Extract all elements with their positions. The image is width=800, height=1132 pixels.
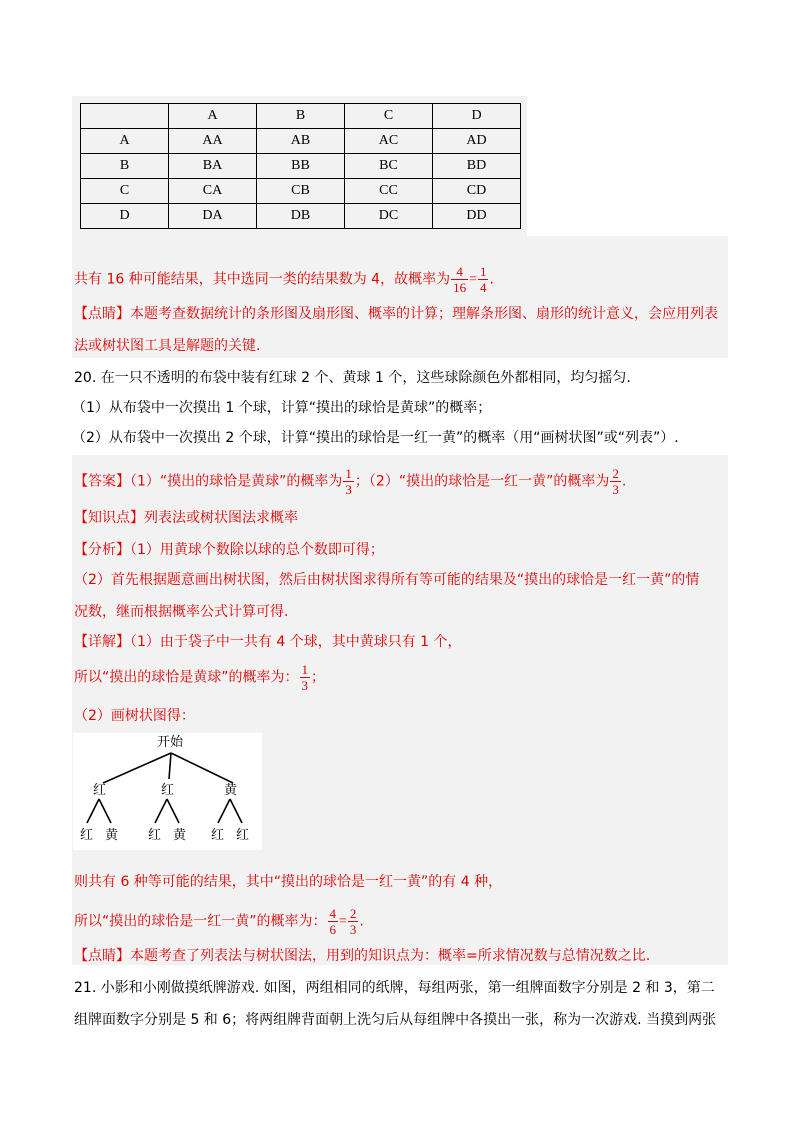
branch-root-red1 bbox=[103, 753, 171, 783]
fraction-1-3: $\frac{1}{3}$ bbox=[345, 466, 352, 497]
fraction-4-16: $\frac{4}{16}$ bbox=[453, 264, 467, 295]
table-cell: C bbox=[345, 104, 433, 129]
q20-analysis2: （2）首先根据题意画出树状图，然后由树状图求得所有等可能的结果及“摸出的球恰是一红一黄”的情 bbox=[74, 572, 700, 588]
tree-l1-1: 红 bbox=[161, 783, 175, 798]
table-cell: A bbox=[169, 104, 257, 129]
table-cell: D bbox=[81, 204, 169, 229]
table-cell: CB bbox=[257, 179, 345, 204]
tree-l2-4: 红 bbox=[211, 828, 225, 843]
branch-red1-red bbox=[87, 799, 99, 823]
table-cell: B bbox=[257, 104, 345, 129]
fraction-2-3-concl: $\frac{2}{3}$ bbox=[349, 906, 357, 937]
q20-stem: 20. 在一只不透明的布袋中装有红球 2 个、黄球 1 个，这些球除颜色外都相同，均匀摇匀. bbox=[74, 370, 631, 386]
tree-l2-2: 红 bbox=[148, 828, 162, 843]
table-cell: CD bbox=[433, 179, 521, 204]
table-cell: D bbox=[433, 104, 521, 129]
table-row bbox=[81, 179, 521, 204]
table-header-row bbox=[81, 104, 521, 129]
table-row bbox=[81, 129, 521, 154]
fraction-1-3-detail: $\frac{1}{3}$ bbox=[301, 662, 309, 693]
table-cell: A bbox=[81, 129, 169, 154]
q19-comment-line1: 【点睛】本题考查数据统计的条形图及扇形图、概率的计算；理解条形图、扇形的统计意义，会应用列表 bbox=[74, 306, 718, 322]
q21-line2: 组牌面数字分别是 5 和 6；将两组牌背面朝上洗匀后从每组牌中各摸出一张，称为一次游戏. 当摸到两张 bbox=[74, 1012, 717, 1028]
q20-detail3: （2）画树状图得： bbox=[74, 708, 195, 724]
table-row bbox=[81, 204, 521, 229]
q20-answer: 【答案】（1）“摸出的球恰是黄球”的概率为 $\frac{1}{3}$ ；（2）“摸出的球恰是一红一黄”的概率为 $\frac{2}{3}$ . bbox=[74, 466, 627, 497]
table-cell: DB bbox=[257, 204, 345, 229]
table-cell: CA bbox=[169, 179, 257, 204]
q20-analysis3: 况数，继而根据概率公式计算可得. bbox=[74, 604, 289, 620]
branch-red2-red bbox=[155, 799, 167, 823]
table-cell: AC bbox=[345, 129, 433, 154]
fraction-4-6: $\frac{4}{6}$ bbox=[329, 906, 337, 937]
table-cell: DA bbox=[169, 204, 257, 229]
q20-part2: （2）从布袋中一次摸出 2 个球，计算“摸出的球恰是一红一黄”的概率（用“画树状图”或“列表”）. bbox=[72, 430, 679, 446]
table-cell: DD bbox=[433, 204, 521, 229]
fraction-2-3: $\frac{2}{3}$ bbox=[612, 466, 619, 497]
q21-line1: 21. 小影和小刚做摸纸牌游戏. 如图，两组相同的纸牌，每组两张，第一组牌面数字分别是 2 和 3，第二 bbox=[74, 980, 715, 996]
tree-l1-2: 黄 bbox=[224, 783, 238, 798]
q19-result: 共有 16 种可能结果，其中选同一类的结果数为 4，故概率为 $\frac{4}{16}$ = $\frac{1}{4}$ . bbox=[74, 264, 494, 295]
q20-comment: 【点睛】本题考查了列表法与树状图法，用到的知识点为：概率=所求情况数与总情况数之比. bbox=[74, 948, 651, 964]
table-cell: CC bbox=[345, 179, 433, 204]
outcome-table bbox=[80, 103, 521, 229]
q20-detail2: 所以“摸出的球恰是黄球”的概率为： $\frac{1}{3}$ ； bbox=[74, 662, 326, 693]
table-cell: B bbox=[81, 154, 169, 179]
tree-diagram bbox=[73, 733, 262, 850]
tree-l2-3: 黄 bbox=[173, 828, 187, 843]
branch-red1-yellow bbox=[99, 799, 111, 823]
table-cell: DC bbox=[345, 204, 433, 229]
branch-yellow-red1 bbox=[218, 799, 230, 823]
table-cell: BB bbox=[257, 154, 345, 179]
tree-l2-0: 红 bbox=[80, 828, 94, 843]
table-cell: AA bbox=[169, 129, 257, 154]
q20-conclusion2: 所以“摸出的球恰是一红一黄”的概率为： $\frac{4}{6}$ = $\frac{2}{3}$ . bbox=[74, 906, 364, 937]
table-row bbox=[81, 154, 521, 179]
q20-knowledge: 【知识点】列表法或树状图法求概率 bbox=[74, 510, 298, 526]
tree-root: 开始 bbox=[157, 735, 184, 750]
branch-yellow-red2 bbox=[230, 799, 242, 823]
table-cell bbox=[81, 104, 169, 129]
q20-detail1: 【详解】（1）由于袋子中一共有 4 个球，其中黄球只有 1 个， bbox=[74, 634, 462, 650]
table-cell: C bbox=[81, 179, 169, 204]
tree-l1-0: 红 bbox=[93, 783, 107, 798]
q20-analysis1: 【分析】（1）用黄球个数除以球的总个数即可得； bbox=[74, 542, 384, 558]
branch-red2-yellow bbox=[167, 799, 179, 823]
table-cell: AB bbox=[257, 129, 345, 154]
q20-part1: （1）从布袋中一次摸出 1 个球，计算“摸出的球恰是黄球”的概率； bbox=[72, 400, 492, 416]
table-cell: AD bbox=[433, 129, 521, 154]
q20-conclusion1: 则共有 6 种等可能的结果，其中“摸出的球恰是一红一黄”的有 4 种， bbox=[74, 874, 503, 890]
branch-root-red2 bbox=[169, 753, 171, 779]
fraction-1-4: $\frac{1}{4}$ bbox=[479, 264, 487, 295]
table-cell: BC bbox=[345, 154, 433, 179]
table-cell: BD bbox=[433, 154, 521, 179]
tree-l2-5: 红 bbox=[236, 828, 250, 843]
tree-l2-1: 黄 bbox=[105, 828, 119, 843]
branch-root-yellow bbox=[171, 753, 233, 783]
q19-comment-line2: 法或树状图工具是解题的关键. bbox=[74, 338, 261, 354]
table-cell: BA bbox=[169, 154, 257, 179]
